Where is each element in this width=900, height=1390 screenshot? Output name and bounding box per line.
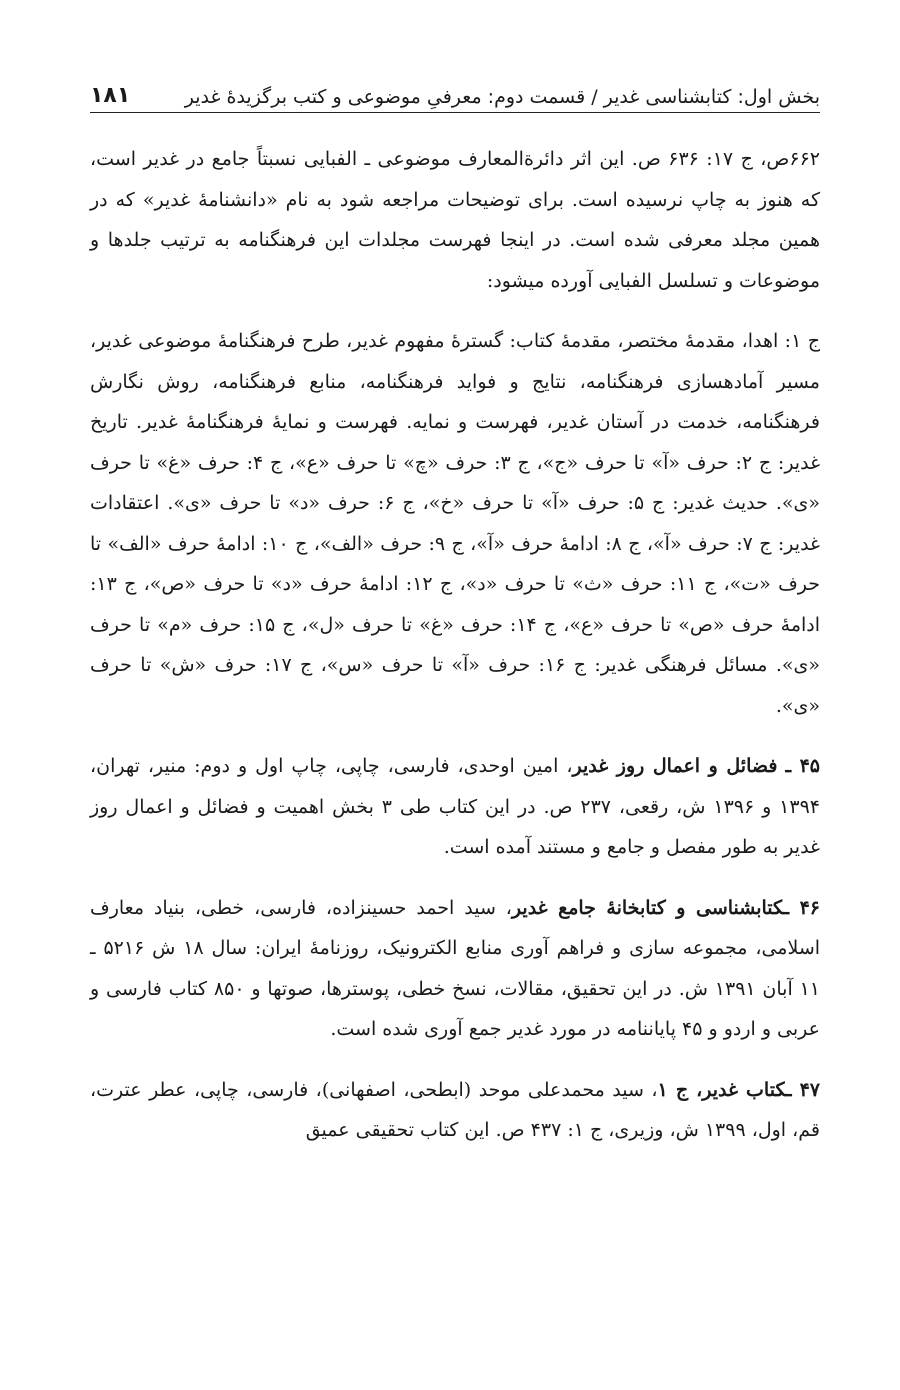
entry-body: ، امین اوحدی، فارسی، چاپی، چاپ اول و دوم: منیر، تهران، ۱۳۹۴ و ۱۳۹۶ ش، رقعی، ۲۳۷ ص. در این کتاب طی ۳ بخش اهمیت و فضائل و اعمال روز غدیر به طور مفصل و جامع و مستند آمده است. [90, 755, 820, 858]
page-body [90, 139, 820, 1151]
entry-number: ۴۷ ـ [785, 1078, 820, 1101]
running-title: بخش اول: کتابشناسی غدیر / قسمت دوم: معرفیِ موضوعی و کتب برگزیدۀ غدیر [184, 86, 820, 108]
entry-46 [90, 888, 820, 1050]
entry-body: ، سید احمد حسینزاده، فارسی، خطی، بنیاد معارف اسلامی، مجموعه سازی و فراهم آوری منابع الکترونیک، روزنامۀ ایران: سال ۱۸ ش ۵۲۱۶ ـ ۱۱ آبان ۱۳۹۱ ش. در این تحقیق، مقالات، نسخ خطی، پوسترها، صوتها و ۸۵۰ کتاب فارسی و عربی و اردو و ۴۵ پایاننامه در مورد غدیر جمع آوری شده است. [90, 896, 821, 1040]
running-header [90, 60, 820, 113]
entry-title: کتابشناسی و کتابخانۀ جامع غدیر [511, 896, 784, 919]
book-page [90, 60, 820, 1360]
entry-title: کتاب غدیر، ج ۱ [657, 1078, 786, 1101]
page-number: ۱۸۱ [90, 83, 131, 108]
entry-title: فضائل و اعمال روز غدیر [572, 755, 778, 777]
entry-45 [90, 746, 820, 868]
entry-number: ۴۵ ـ [785, 755, 821, 777]
paragraph-continuation: ۶۶۲ص، ج ۱۷: ۶۳۶ ص. این اثر دائرةالمعارف موضوعی ـ الفبایی نسبتاً جامع در غدیر است، که هنوز به چاپ نرسیده است. برای توضیحات مراجعه شود به نام «دانشنامۀ غدیر» که در همین مجلد معرفی شده است. در اینجا فهرست مجلدات این فرهنگنامه به ترتیب جلدها و موضوعات و تسلسل الفبایی آورده میشود: [90, 148, 820, 292]
paragraph-volume-list: ج ۱: اهدا، مقدمۀ مختصر، مقدمۀ کتاب: گسترۀ مفهوم غدیر، طرح فرهنگنامۀ موضوعی غدیر، مسیر آمادهسازی فرهنگنامه، نتایج و فواید فرهنگنامه، منابع فرهنگنامه، روش نگارش فرهنگنامه، خدمت در آستان غدیر، فهرست و نمایه. فهرست و نمایۀ فرهنگنامۀ غدیر. تاریخ غدیر: ج ۲: حرف «آ» تا حرف «ج»، ج ۳: حرف «چ» تا حرف «ع»، ج ۴: حرف «غ» تا حرف «ی». حدیث غدیر: ج ۵: حرف «آ» تا حرف «خ»، ج ۶: حرف «د» تا حرف «ی». اعتقادات غدیر: ج ۷: حرف «آ»، ج ۸: ادامۀ حرف «آ»، ج ۹: حرف «الف»، ج ۱۰: ادامۀ حرف «الف» تا حرف «ت»، ج ۱۱: حرف «ث» تا حرف «د»، ج ۱۲: ادامۀ حرف «د» تا حرف «ص»، ج ۱۳: ادامۀ حرف «ص» تا حرف «ع»، ج ۱۴: حرف «غ» تا حرف «ل»، ج ۱۵: حرف «م» تا حرف «ی». مسائل فرهنگی غدیر: ج ۱۶: حرف «آ» تا حرف «س»، ج ۱۷: حرف «ش» تا حرف «ی». [90, 330, 821, 717]
entry-number: ۴۶ ـ [783, 896, 821, 919]
entry-47 [90, 1070, 820, 1151]
entry-body: ، سید محمدعلی موحد (ابطحی، اصفهانی)، فارسی، چاپی، عطر عترت، قم، اول، ۱۳۹۹ ش، وزیری، ج ۱: ۴۳۷ ص. این کتاب تحقیقی عمیق [90, 1078, 820, 1141]
